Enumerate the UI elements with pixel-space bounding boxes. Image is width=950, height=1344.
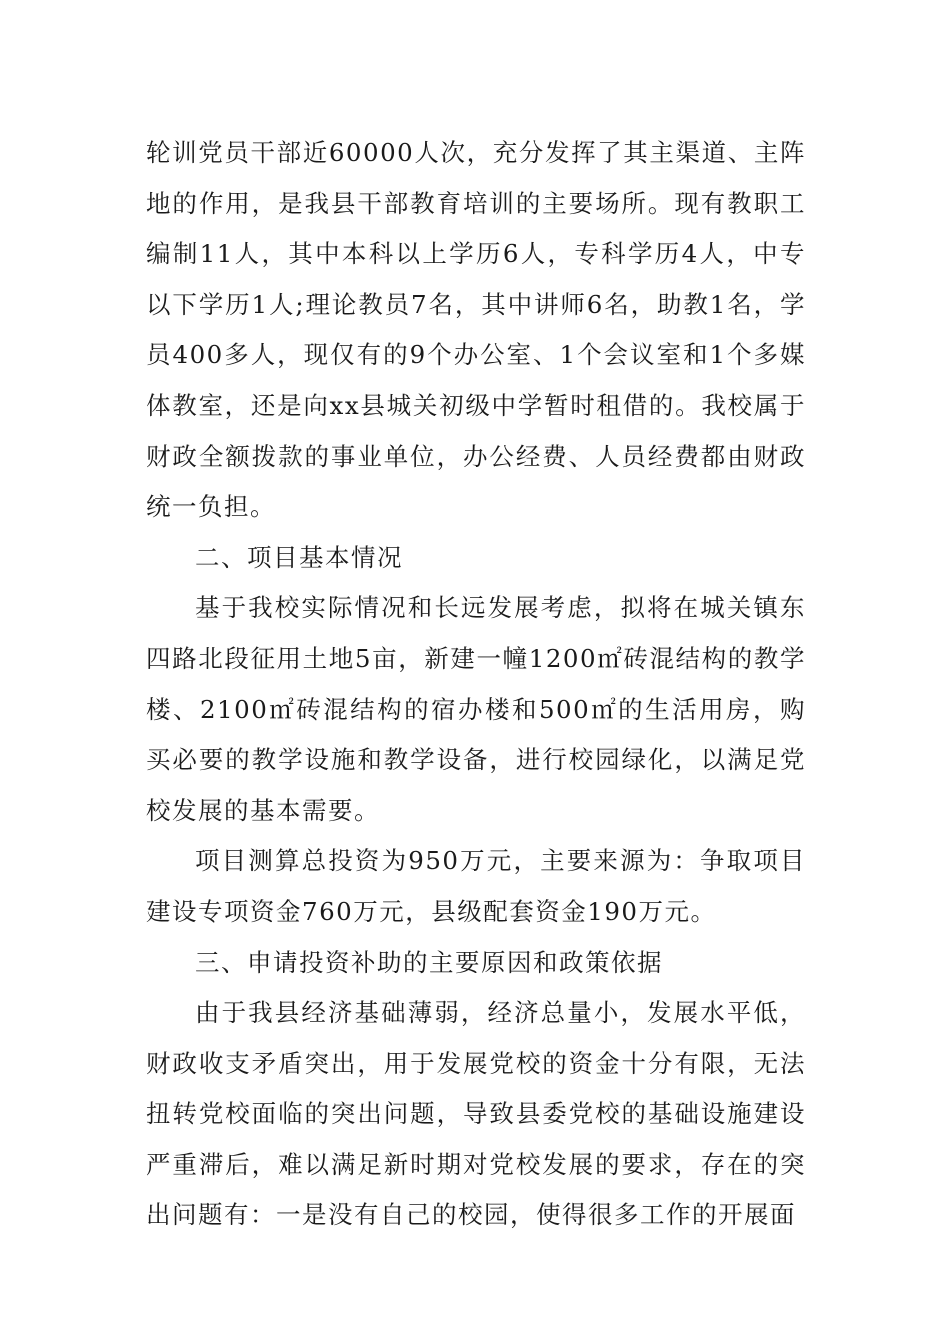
paragraph-investment: 项目测算总投资为950万元，主要来源为：争取项目建设专项资金760万元，县级配套资金190万元。 — [146, 846, 806, 926]
section-heading-3: 三、申请投资补助的主要原因和政策依据 — [195, 947, 663, 977]
section-heading-2: 二、项目基本情况 — [195, 542, 403, 572]
paragraph-reasons: 由于我县经济基础薄弱，经济总量小，发展水平低，财政收支矛盾突出，用于发展党校的资金十分有限，无法扭转党校面临的突出问题，导致县委党校的基础设施建设严重滞后，难以满足新时期对党校发展的要求，存在的突出问题有：一是没有自己的校园，使得很多工作的开展面 — [146, 998, 806, 1230]
paragraph-continuation: 轮训党员干部近60000人次，充分发挥了其主渠道、主阵地的作用，是我县干部教育培训的主要场所。现有教职工编制11人，其中本科以上学历6人，专科学历4人，中专以下学历1人;理论教员7名，其中讲师6名，助教1名，学员400多人，现仅有的9个办公室、1个会议室和1个多媒体教室，还是向xx县城关初级中学暂时租借的。我校属于财政全额拨款的事业单位，办公经费、人员经费都由财政统一负担。 — [146, 138, 806, 522]
paragraph-project-overview: 基于我校实际情况和长远发展考虑，拟将在城关镇东四路北段征用土地5亩，新建一幢1200㎡砖混结构的教学楼、2100㎡砖混结构的宿办楼和500㎡的生活用房，购买必要的教学设施和教学设备，进行校园绿化，以满足党校发展的基本需要。 — [146, 593, 806, 825]
document-body — [146, 128, 806, 1241]
